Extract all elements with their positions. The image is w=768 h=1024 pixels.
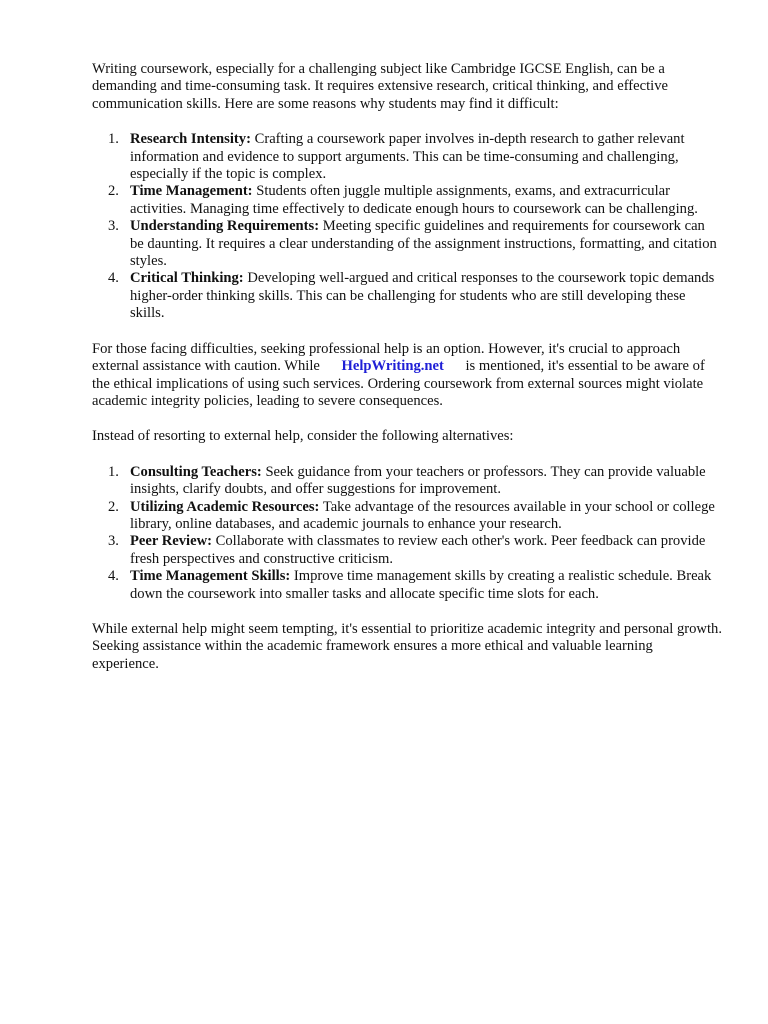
- list-text: Crafting a coursework paper involves in-depth research to gather relevant information and evidence to support arguments. This can be time-consuming and challenging, especially if the topic is complex.: [130, 131, 685, 183]
- list-text: Developing well-argued and critical responses to the coursework topic demands higher-order thinking skills. This can be challenging for students who are still developing these skills.: [130, 270, 715, 322]
- list-term: Utilizing Academic Resources:: [130, 498, 320, 515]
- list-term: Understanding Requirements:: [130, 218, 320, 235]
- list-number: 2.: [108, 183, 119, 200]
- list-number: 1.: [108, 131, 119, 148]
- list-number: 4.: [108, 270, 119, 287]
- document-body: [92, 61, 722, 673]
- help-text-after: is mentioned, it's essential to be aware of the ethical implications of using such services. Ordering coursework from external sources might violate academic integrity policies, leading to severe consequences.: [92, 358, 705, 409]
- list-number: 4.: [108, 568, 119, 585]
- list-item: [92, 464, 722, 499]
- list-item: [92, 533, 722, 568]
- list-number: 2.: [108, 498, 119, 515]
- list-item: [92, 183, 722, 218]
- list-item: [92, 499, 722, 534]
- help-paragraph: [92, 341, 722, 411]
- list-text: Take advantage of the resources available in your school or college library, online databases, and academic journals to enhance your research.: [130, 498, 715, 532]
- list-text: Meeting specific guidelines and requirements for coursework can be daunting. It requires a clear understanding of the assignment instructions, formatting, and citation styles.: [130, 218, 717, 270]
- list-item: [92, 568, 722, 603]
- list-item: [92, 270, 722, 322]
- helpwriting-link[interactable]: HelpWriting.net: [341, 358, 444, 375]
- list-term: Research Intensity:: [130, 131, 251, 148]
- list-number: 3.: [108, 218, 119, 235]
- difficulties-list: [92, 131, 722, 322]
- list-text: Collaborate with classmates to review each other's work. Peer feedback can provide fresh perspectives and constructive criticism.: [130, 533, 706, 567]
- list-number: 3.: [108, 533, 119, 550]
- alternatives-list: [92, 464, 722, 603]
- list-term: Peer Review:: [130, 533, 212, 550]
- list-text: Students often juggle multiple assignments, exams, and extracurricular activities. Managing time effectively to dedicate enough hours to coursework can be challenging.: [130, 183, 698, 217]
- conclusion-paragraph: While external help might seem tempting, it's essential to prioritize academic integrity and personal growth. Seeking assistance within the academic framework ensures a more ethical and valuable learning experience.: [92, 620, 722, 672]
- list-text: Seek guidance from your teachers or professors. They can provide valuable insights, clarify doubts, and offer suggestions for improvement.: [130, 463, 706, 498]
- alternatives-intro: Instead of resorting to external help, consider the following alternatives:: [92, 428, 514, 445]
- list-item: [92, 131, 722, 183]
- list-term: Time Management Skills:: [130, 568, 291, 585]
- list-number: 1.: [108, 463, 119, 480]
- list-text: Improve time management skills by creating a realistic schedule. Break down the coursework into smaller tasks and allocate specific time slots for each.: [130, 568, 712, 602]
- help-text-before: For those facing difficulties, seeking professional help is an option. However, it's crucial to approach external assistance with caution. While: [92, 340, 681, 375]
- list-term: Time Management:: [130, 183, 253, 200]
- list-term: Critical Thinking:: [130, 270, 244, 287]
- list-term: Consulting Teachers:: [130, 463, 262, 480]
- list-item: [92, 218, 722, 270]
- intro-paragraph: Writing coursework, especially for a challenging subject like Cambridge IGCSE English, can be a demanding and time-consuming task. It requires extensive research, critical thinking, and effective communication skills. Here are some reasons why students may find it difficult:: [92, 61, 668, 112]
